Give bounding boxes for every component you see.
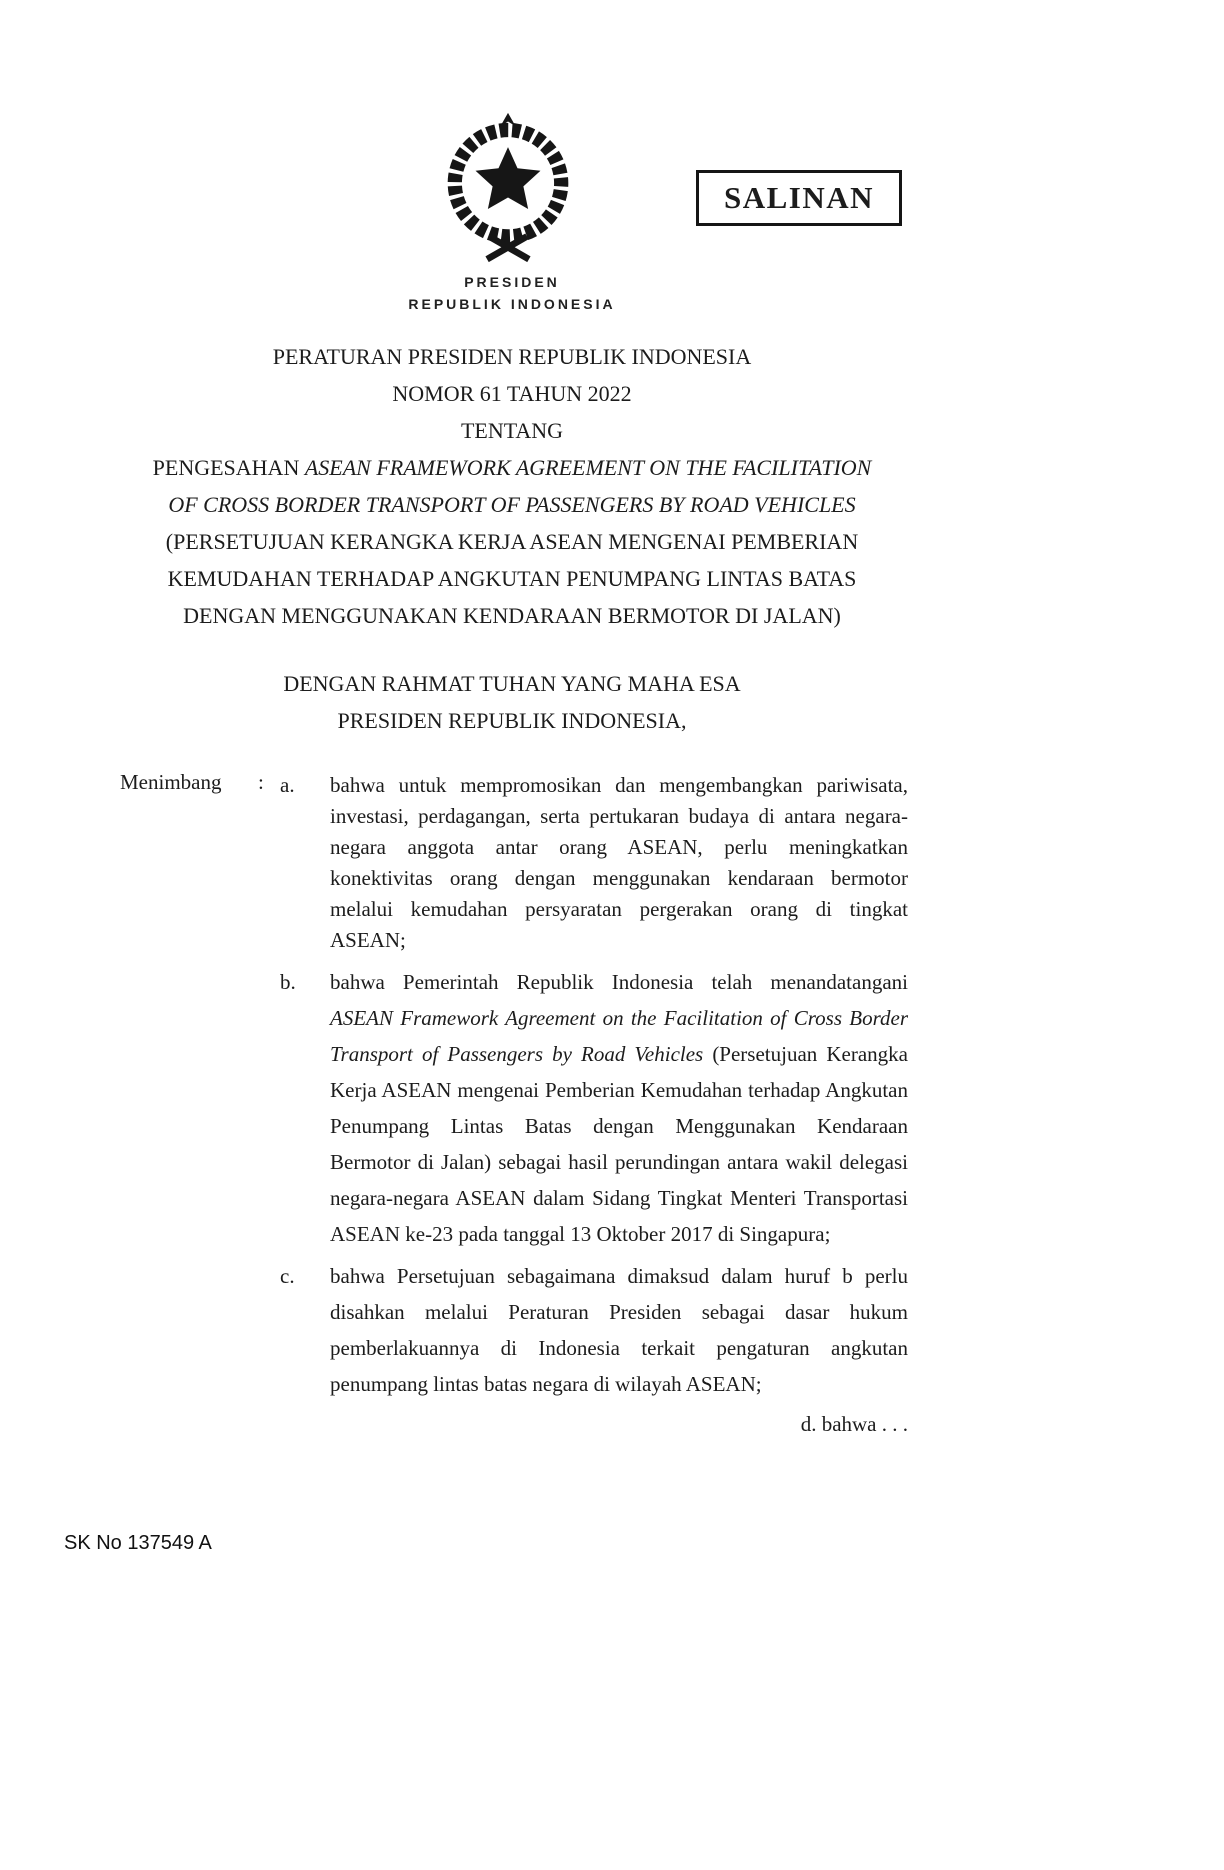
considering-label: Menimbang — [120, 770, 222, 794]
title-line-peraturan: PERATURAN PRESIDEN REPUBLIK INDONESIA — [272, 344, 752, 369]
considering-item-a-text: bahwa untuk mempromosikan dan mengembangkan pariwisata, investasi, perdagangan, serta pertukaran budaya di antara negara-negara anggota antar orang ASEAN, perlu meningkatkan konektivitas orang dengan menggunakan kendaraan bermotor melalui kemudahan persyaratan pergerakan orang di tingkat ASEAN; — [330, 773, 908, 952]
star-wreath-emblem-icon — [432, 108, 584, 266]
considering-item-b-text — [330, 964, 908, 1252]
considering-items — [280, 770, 908, 1402]
title-line-persetujuan-1: (PERSETUJUAN KERANGKA KERJA ASEAN MENGENAI PEMBERIAN — [165, 529, 859, 554]
presidential-emblem — [432, 108, 584, 266]
considering-item-c — [280, 1258, 908, 1402]
considering-item-b-agreement-italic: ASEAN Framework Agreement on the Facilitation of Cross Border Transport of Passengers by Road Vehicles — [330, 1006, 908, 1066]
considering-item-a — [280, 770, 908, 956]
preamble-rahmat-line: DENGAN RAHMAT TUHAN YANG MAHA ESA — [283, 671, 741, 696]
document-control-number: SK No 137549 A — [64, 1532, 212, 1554]
considering-item-c-text: bahwa Persetujuan sebagaimana dimaksud dalam huruf b perlu disahkan melalui Peraturan Presiden sebagai dasar hukum pemberlakuannya di Indonesia terkait pengaturan angkutan penumpang lintas batas negara di wilayah ASEAN; — [330, 1264, 908, 1396]
title-agreement-italic-part2: OF CROSS BORDER TRANSPORT OF PASSENGERS BY ROAD VEHICLES — [168, 492, 856, 517]
title-line-pengesahan — [0, 449, 1024, 486]
institution-line-republik: REPUBLIK INDONESIA — [408, 296, 616, 312]
considering-item-b — [280, 964, 908, 1252]
considering-section — [120, 770, 910, 1437]
page-continuation-catchword: d. bahwa . . . — [800, 1412, 908, 1436]
title-line-persetujuan-3: DENGAN MENGGUNAKAN KENDARAAN BERMOTOR DI JALAN) — [183, 603, 841, 628]
considering-item-b-part2: (Persetujuan Kerangka Kerja ASEAN mengenai Pemberian Kemudahan terhadap Angkutan Penumpang Lintas Batas dengan Menggunakan Kendaraan Bermotor di Jalan) sebagai hasil perundingan antara wakil delegasi negara-negara ASEAN dalam Sidang Tingkat Menteri Transportasi ASEAN ke-23 pada tanggal 13 Oktober 2017 di Singapura; — [330, 1042, 908, 1246]
preamble-presiden-line: PRESIDEN REPUBLIK INDONESIA, — [337, 708, 687, 733]
title-line-agreement-2 — [0, 486, 1024, 523]
preamble — [0, 665, 1024, 739]
institution-line-presiden: PRESIDEN — [464, 274, 560, 290]
salinan-stamp — [696, 170, 902, 226]
considering-colon: : — [258, 770, 264, 794]
considering-item-b-marker: b. — [280, 970, 296, 994]
title-pengesahan-regular: PENGESAHAN — [152, 455, 305, 480]
considering-item-b-part1: bahwa Pemerintah Republik Indonesia telah menandatangani — [330, 970, 908, 994]
salinan-stamp-label: SALINAN — [723, 180, 875, 215]
considering-item-a-marker: a. — [280, 773, 295, 797]
title-line-nomor: NOMOR 61 TAHUN 2022 — [392, 381, 632, 406]
regulation-title — [0, 338, 1024, 634]
title-agreement-italic-part1: ASEAN FRAMEWORK AGREEMENT ON THE FACILITATION — [304, 455, 872, 480]
institution-header — [0, 274, 1024, 312]
considering-item-c-marker: c. — [280, 1264, 295, 1288]
title-line-persetujuan-2: KEMUDAHAN TERHADAP ANGKUTAN PENUMPANG LINTAS BATAS — [167, 566, 857, 591]
title-line-tentang: TENTANG — [460, 418, 564, 443]
